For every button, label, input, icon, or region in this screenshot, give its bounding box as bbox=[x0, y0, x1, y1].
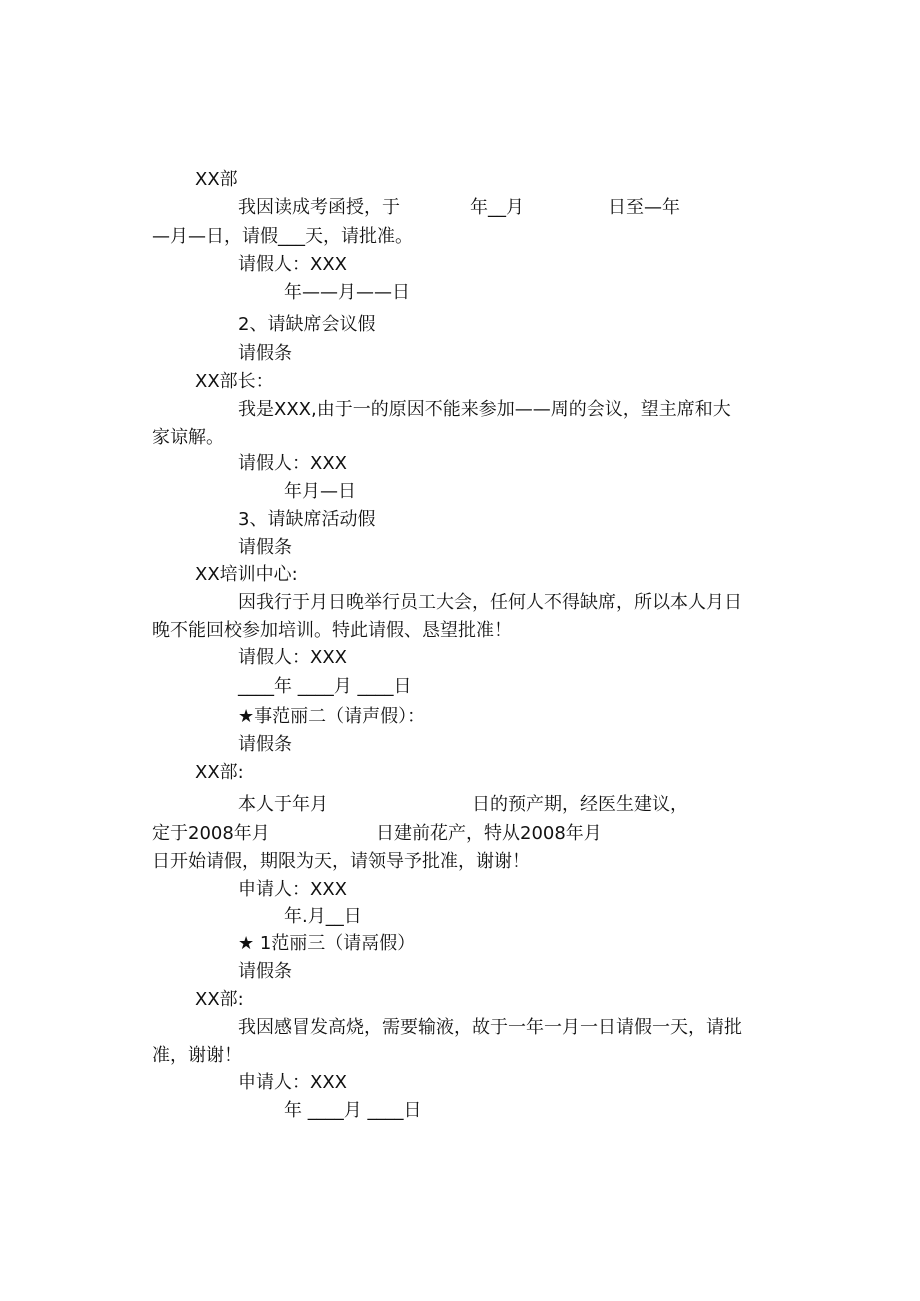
date-line: ____年 ____月 ____日 bbox=[238, 676, 412, 697]
date-line: 年月—日 bbox=[284, 481, 356, 502]
body-text: 家谅解。 bbox=[152, 427, 224, 448]
body-text: 我因感冒发高烧，需要输液，故于一年一月一日请假一天，请批 bbox=[238, 1017, 742, 1038]
body-text: 本人于年月 bbox=[238, 794, 328, 815]
body-text: 我因读成考函授，于 bbox=[238, 197, 400, 218]
body-text: 晚不能回校参加培训。特此请假、恳望批准！ bbox=[152, 620, 512, 641]
body-text: —月—日，请假___天，请批准。 bbox=[152, 226, 413, 247]
signature-line: 请假人：XXX bbox=[238, 254, 347, 275]
note-title: 请假条 bbox=[238, 537, 292, 558]
date-blank: 日至—年 bbox=[608, 197, 680, 218]
body-text: 因我行于月日晚举行员工大会，任何人不得缺席，所以本人月日 bbox=[238, 592, 742, 613]
body-text: 日开始请假，期限为天，请领导予批准，谢谢！ bbox=[152, 851, 530, 872]
date-line: 年——月——日 bbox=[284, 282, 410, 303]
date-line: 年 ____月 ____日 bbox=[284, 1100, 422, 1121]
section-heading: ★ 1范丽三（请鬲假） bbox=[238, 933, 416, 954]
signature-line: 请假人：XXX bbox=[238, 453, 347, 474]
note-title: 请假条 bbox=[238, 961, 292, 982]
signature-line: 申请人：XXX bbox=[238, 1072, 347, 1093]
date-blank: 年__月 bbox=[470, 197, 524, 218]
body-text: 日建前花产，特从2008年月 bbox=[376, 823, 602, 844]
addressee-line: XX培训中心: bbox=[195, 564, 298, 585]
section-heading: ★事范丽二（请声假）： bbox=[238, 706, 426, 727]
section-heading: 2、请缺席会议假 bbox=[238, 314, 376, 335]
signature-line: 申请人：XXX bbox=[238, 879, 347, 900]
body-text: 日的预产期，经医生建议， bbox=[472, 794, 688, 815]
body-text: 我是XXX,由于一的原因不能来参加——周的会议，望主席和大 bbox=[238, 399, 731, 420]
addressee-line: XX部长： bbox=[195, 371, 274, 392]
signature-line: 请假人：XXX bbox=[238, 647, 347, 668]
addressee-line: XX部 bbox=[195, 169, 238, 190]
note-title: 请假条 bbox=[238, 343, 292, 364]
note-title: 请假条 bbox=[238, 734, 292, 755]
body-text: 定于2008年月 bbox=[152, 823, 270, 844]
date-line: 年.月__日 bbox=[284, 906, 362, 927]
addressee-line: XX部: bbox=[195, 989, 244, 1010]
addressee-line: XX部: bbox=[195, 762, 244, 783]
section-heading: 3、请缺席活动假 bbox=[238, 509, 376, 530]
body-text: 准，谢谢！ bbox=[152, 1045, 242, 1066]
